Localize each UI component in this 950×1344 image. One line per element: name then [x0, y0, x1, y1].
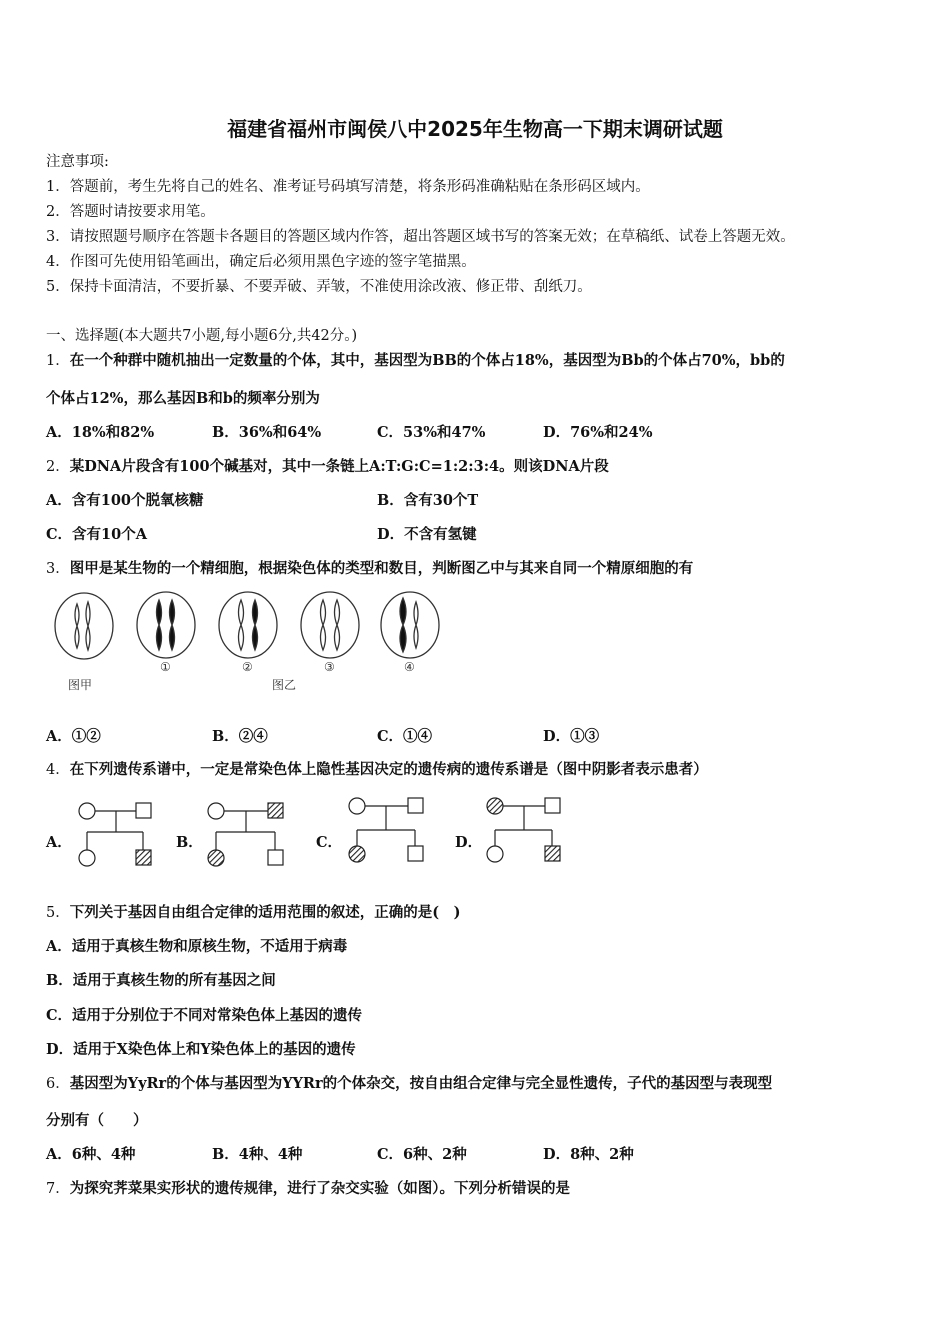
option-a[interactable]: A．6种、4种 — [46, 1146, 136, 1163]
option-b[interactable]: B．4种、4种 — [212, 1146, 303, 1163]
question-number: 5． — [46, 905, 70, 921]
option-b[interactable]: B．适用于真核生物的所有基因之间 — [46, 972, 276, 989]
cell-figure — [46, 588, 456, 698]
question-text: 图甲是某生物的一个精细胞，根据染色体的类型和数目，判断图乙中与其来自同一个精原细胞的有 — [69, 560, 694, 577]
question-number: 4． — [46, 762, 70, 778]
question-text: 基因型为YyRr的个体与基因型为YYRr的个体杂交，按自由组合定律与完全显性遗传，子代的基因型与表现型 — [69, 1075, 773, 1092]
question-7 — [46, 1179, 570, 1199]
question-number: 3． — [46, 561, 70, 577]
pedigree-a[interactable] — [74, 796, 164, 872]
question-text: 为探究荠菜果实形状的遗传规律，进行了杂交实验（如图）。下列分析错误的是 — [69, 1180, 570, 1197]
notice-heading: 注意事项: — [46, 154, 109, 170]
option-b[interactable]: B．②④ — [212, 728, 268, 745]
option-c[interactable]: C．6种、2种 — [377, 1146, 467, 1163]
option-a[interactable]: A． — [46, 834, 72, 851]
option-c[interactable]: C．①④ — [377, 728, 433, 745]
option-c[interactable]: C．53%和47% — [377, 424, 486, 441]
figure-label-yi: 图乙 — [272, 678, 297, 692]
section-heading: 一、选择题(本大题共7小题,每小题6分,共42分。) — [46, 328, 358, 344]
question-6-line2: 分别有（ ） — [46, 1112, 148, 1129]
figure-label-jia: 图甲 — [68, 678, 93, 692]
option-a[interactable]: A．18%和82% — [46, 424, 155, 441]
question-1 — [46, 351, 785, 371]
option-c[interactable]: C． — [316, 834, 343, 851]
option-d[interactable]: D．8种、2种 — [543, 1146, 634, 1163]
question-4 — [46, 760, 708, 780]
notice-item: 5．保持卡面清洁，不要折暴、不要弄破、弄皱，不准使用涂改液、修正带、刮纸刀。 — [46, 279, 592, 295]
question-6 — [46, 1074, 772, 1094]
exam-title: 福建省福州市闽侯八中2025年生物高一下期末调研试题 — [227, 117, 723, 141]
option-d[interactable]: D．①③ — [543, 728, 600, 745]
cell-label-3: ③ — [324, 660, 335, 674]
question-text: 某DNA片段含有100个碱基对，其中一条链上A:T:G:C=1:2:3:4。则该DNA片段 — [69, 458, 609, 475]
notice-item: 4．作图可先使用铅笔画出，确定后必须用黑色字迹的签字笔描黑。 — [46, 254, 476, 270]
notice-item: 2．答题时请按要求用笔。 — [46, 204, 215, 220]
option-b[interactable]: B．含有30个T — [377, 492, 479, 509]
question-number: 2． — [46, 459, 70, 475]
notice-item: 3．请按照题号顺序在答题卡各题目的答题区域内作答，超出答题区域书写的答案无效；在草稿纸、试卷上答题无效。 — [46, 229, 795, 245]
option-d[interactable]: D． — [455, 834, 483, 851]
option-c[interactable]: C．适用于分别位于不同对常染色体上基因的遗传 — [46, 1007, 363, 1024]
option-a[interactable]: A．适用于真核生物和原核生物，不适用于病毒 — [46, 938, 348, 955]
notice-item: 1．答题前，考生先将自己的姓名、准考证号码填写清楚，将条形码准确粘贴在条形码区域内。 — [46, 179, 650, 195]
option-a[interactable]: A．含有100个脱氧核糖 — [46, 492, 204, 509]
pedigree-b[interactable] — [202, 796, 294, 872]
question-1-line2: 个体占12%，那么基因B和b的频率分别为 — [46, 390, 320, 407]
question-text: 在一个种群中随机抽出一定数量的个体，其中，基因型为BB的个体占18%，基因型为Bb的个体占70%，bb的 — [69, 352, 785, 369]
pedigree-c[interactable] — [342, 792, 432, 868]
cell-label-1: ① — [160, 660, 171, 674]
question-3 — [46, 559, 693, 579]
cell-label-2: ② — [242, 660, 253, 674]
question-5 — [46, 903, 460, 923]
option-c[interactable]: C．含有10个A — [46, 526, 147, 543]
option-d[interactable]: D．适用于X染色体上和Y染色体上的基因的遗传 — [46, 1041, 356, 1058]
question-text: 下列关于基因自由组合定律的适用范围的叙述，正确的是( ) — [69, 904, 461, 921]
option-a[interactable]: A．①② — [46, 728, 101, 745]
question-2 — [46, 457, 609, 477]
cell-label-4: ④ — [404, 660, 415, 674]
option-b[interactable]: B．36%和64% — [212, 424, 322, 441]
question-number: 1． — [46, 353, 70, 369]
question-text: 在下列遗传系谱中，一定是常染色体上隐性基因决定的遗传病的遗传系谱是（图中阴影者表示患者） — [69, 761, 708, 778]
question-number: 6． — [46, 1076, 70, 1092]
pedigree-d[interactable] — [480, 792, 570, 868]
option-d[interactable]: D．不含有氢键 — [377, 526, 477, 543]
question-number: 7． — [46, 1181, 70, 1197]
option-b[interactable]: B． — [176, 834, 203, 851]
option-d[interactable]: D．76%和24% — [543, 424, 653, 441]
